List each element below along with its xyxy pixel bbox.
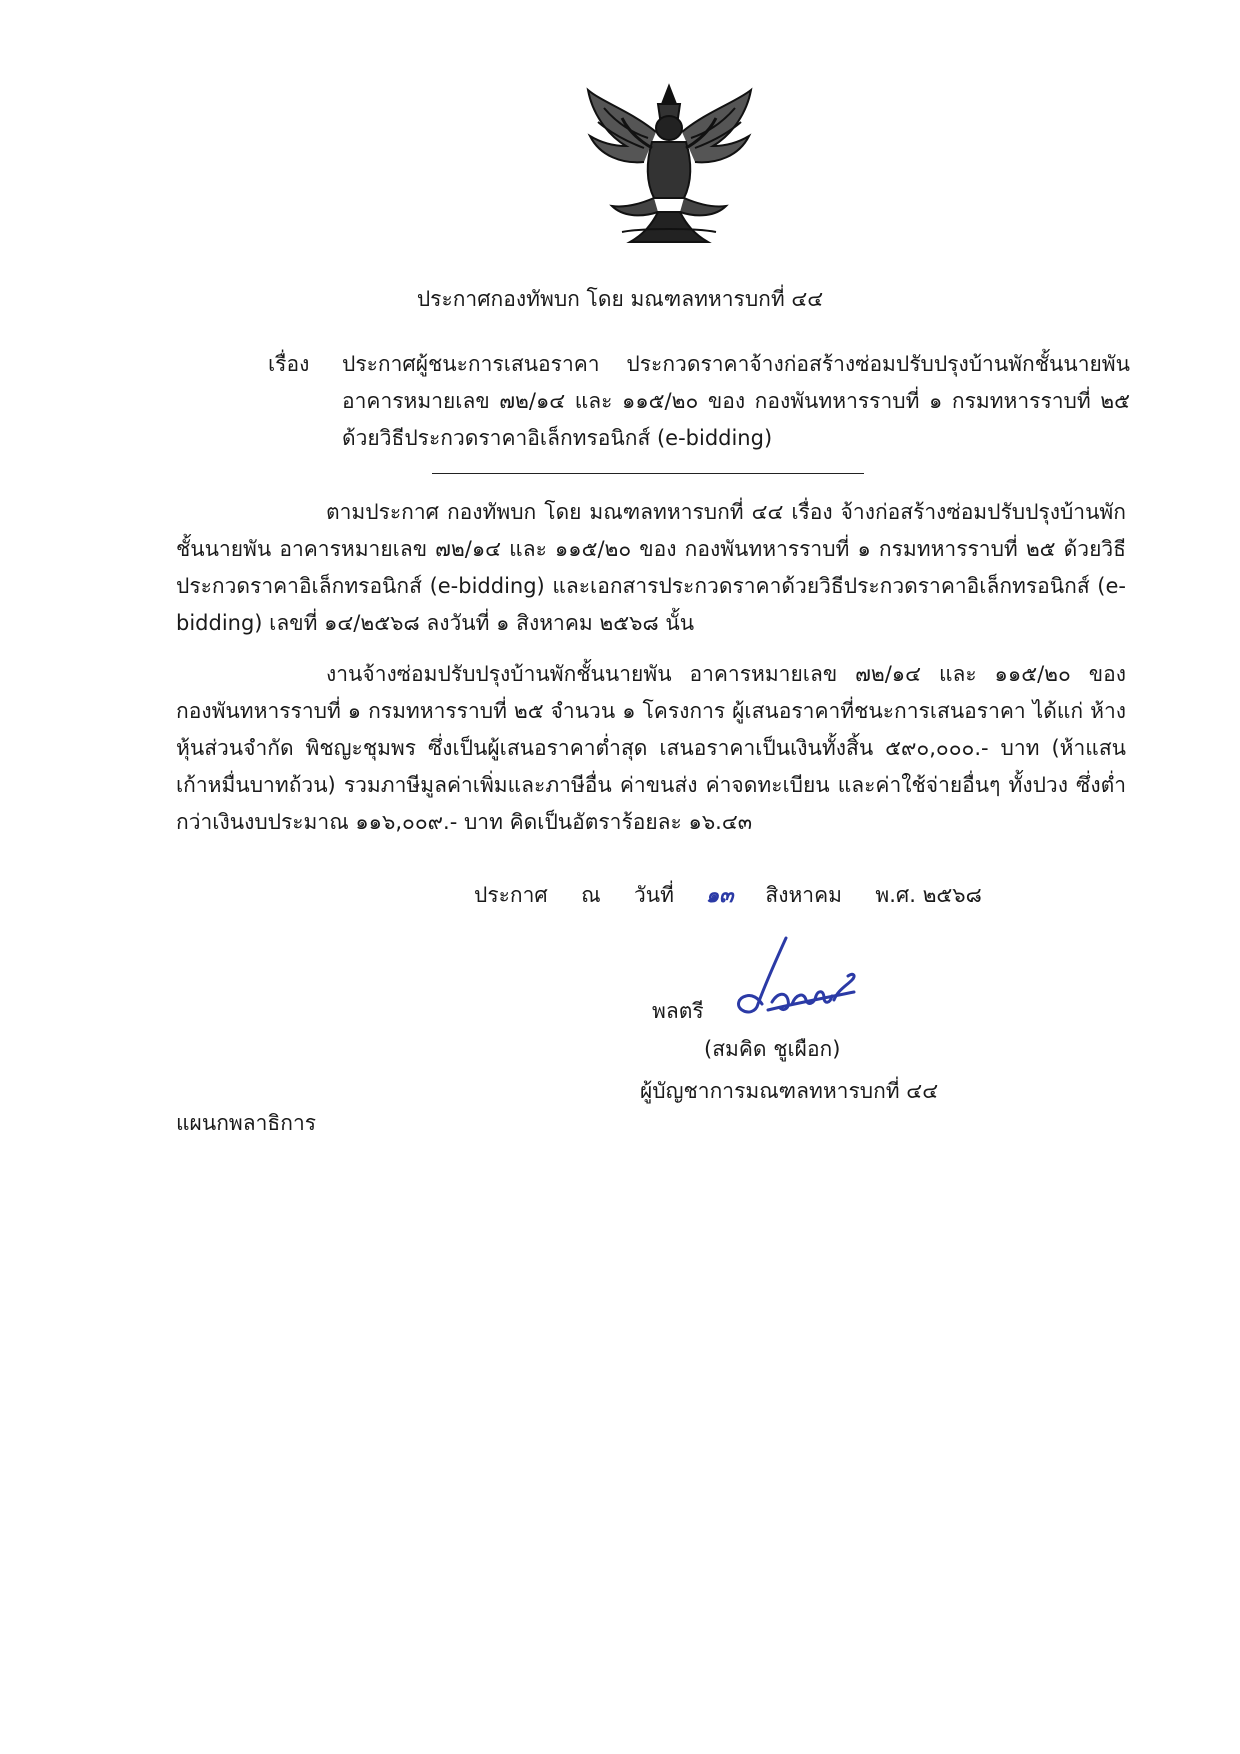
body-paragraph-1: ตามประกาศ กองทัพบก โดย มณฑลทหารบกที่ ๔๔ เรื่อง จ้างก่อสร้างซ่อมปรับปรุงบ้านพักชั้นนายพัน อาคารหมายเลข ๗๒/๑๔ และ ๑๑๕/๒๐ ของ กองพันทหารราบที่ ๑ กรมทหารราบที่ ๒๕ ด้วยวิธีประกวดราคาอิเล็กทรอนิกส์ (e-bidding) และเอกสารประกวดราคาด้วยวิธีประกวดราคาอิเล็กทรอนิกส์ (e-bidding) เลขที่ ๑๔/๒๕๖๘ ลงวันที่ ๑ สิงหาคม ๒๕๖๘ นั้น: [176, 500, 1126, 635]
subject-label: เรื่อง: [268, 352, 310, 376]
day-label: วันที่: [634, 883, 674, 907]
signer-name: (สมคิด ชูเผือก): [704, 1037, 841, 1061]
announcement-date: [474, 880, 982, 910]
announced-label: ประกาศ: [474, 883, 548, 907]
year-label: พ.ศ. ๒๕๖๘: [875, 883, 982, 907]
signer-rank: พลตรี: [652, 999, 704, 1023]
title-divider: [432, 473, 864, 474]
signer-position: ผู้บัญชาการมณฑลทหารบกที่ ๔๔: [640, 1079, 939, 1103]
handwritten-signature-icon: [728, 934, 860, 1026]
garuda-emblem-icon: [582, 82, 757, 248]
department-name: แผนกพลาธิการ: [176, 1111, 317, 1135]
subject-text: ประกาศผู้ชนะการเสนอราคา ประกวดราคาจ้างก่อสร้างซ่อมปรับปรุงบ้านพักชั้นนายพัน อาคารหมายเลข ๗๒/๑๔ และ ๑๑๕/๒๐ ของ กองพันทหารราบที่ ๑ กรมทหารราบที่ ๒๕ ด้วยวิธีประกวดราคาอิเล็กทรอนิกส์ (e-bidding): [342, 352, 1130, 450]
document-title: ประกาศกองทัพบก โดย มณฑลทหารบกที่ ๔๔: [416, 287, 824, 311]
at-label: ณ: [581, 883, 601, 907]
month-label: สิงหาคม: [765, 883, 842, 907]
body-paragraph-2: งานจ้างซ่อมปรับปรุงบ้านพักชั้นนายพัน อาคารหมายเลข ๗๒/๑๔ และ ๑๑๕/๒๐ ของ กองพันทหารราบที่ ๑ กรมทหารราบที่ ๒๕ จำนวน ๑ โครงการ ผู้เสนอราคาที่ชนะการเสนอราคา ได้แก่ ห้างหุ้นส่วนจำกัด พิชญะชุมพร ซึ่งเป็นผู้เสนอราคาต่ำสุด เสนอราคาเป็นเงินทั้งสิ้น ๕๙๐,๐๐๐.- บาท (ห้าแสนเก้าหมื่นบาทถ้วน) รวมภาษีมูลค่าเพิ่มและภาษีอื่น ค่าขนส่ง ค่าจดทะเบียน และค่าใช้จ่ายอื่นๆ ทั้งปวง ซึ่งต่ำกว่าเงินงบประมาณ ๑๑๖,๐๐๙.- บาท คิดเป็นอัตราร้อยละ ๑๖.๔๓: [176, 662, 1126, 834]
handwritten-day: ๑๓: [705, 882, 734, 907]
